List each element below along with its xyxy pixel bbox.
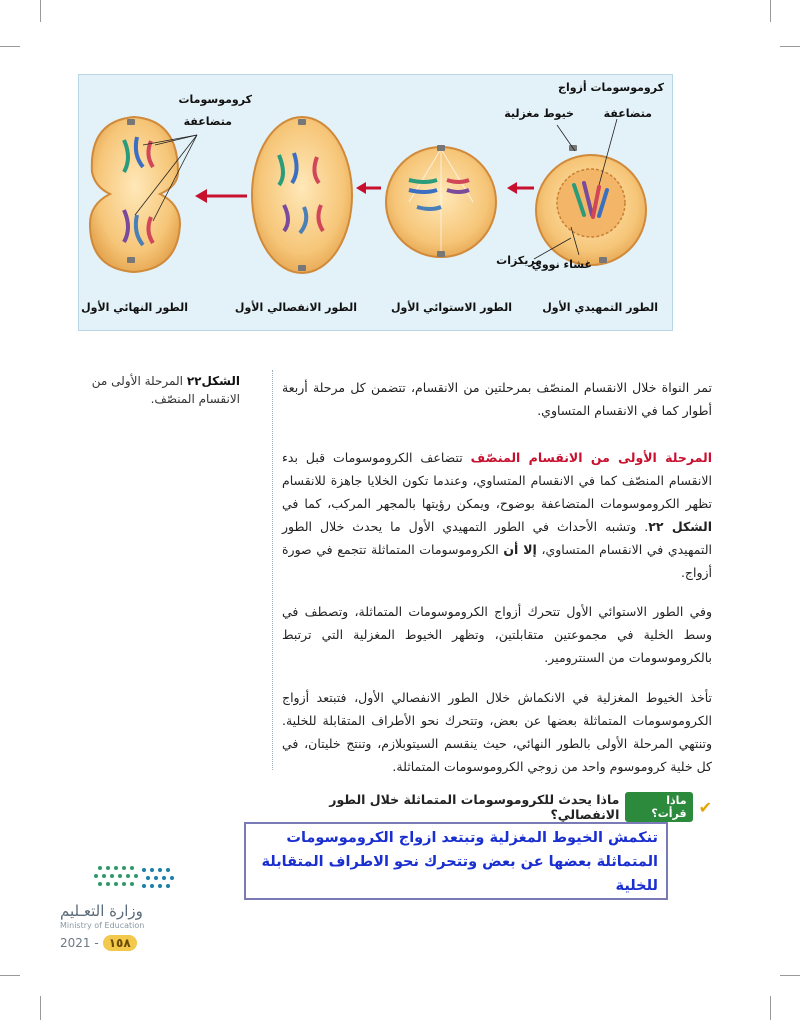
section-highlight: المرحلة الأولى من الانقسام المنصّف [470,450,712,465]
label-doubled-left: متضاعفة [183,115,232,128]
stage-label-metaphase: الطور الاستوائي الأول [390,301,512,314]
ministry-logo-icon [60,860,200,900]
crop-mark [40,996,41,1020]
metaphase-cell [386,145,496,257]
paragraph-meiosis-one: المرحلة الأولى من الانقسام المنصّف تتضاعف الكروموسومات قبل بدء الانقسام المنصّف كما في الانقسام المتساوي، وعندما تكون الخلايا جاهزة للانقسام تظهر الكروموسومات المتضاعفة بوضوح، ويمكن رؤيتها بالمجهر المركب، كما في الشكل ٢٢. وتشبه الأحداث في الطور التمهيدي الأول ما يحدث خلال الطور التمهيدي في الانقسام المتساوي، إلا أن الكروموسومات المتماثلة تتجمع في صورة أزواج. [282,450,712,580]
label-spindle-fibers: خيوط مغزلية [504,107,574,120]
crop-mark [0,975,20,976]
anaphase-cell [252,117,352,273]
caption-text: المرحلة الأولى من الانقسام المنصّف. [91,374,240,406]
meiosis-figure [78,74,673,331]
arrow-icon [195,189,247,203]
reading-check-badge: ماذا قرأت؟ [625,792,692,822]
answer-box: تنكمش الخيوط المغزلية وتبتعد ازواج الكروموسومات المتماثلة بعضها عن بعض وتتحرك نحو الاطراف المتقابلة للخلية [244,822,668,900]
stage-label-anaphase: الطور الانفصالي الأول [234,301,357,314]
crop-mark [780,975,800,976]
stage-label-prophase: الطور التمهيدي الأول [542,301,658,314]
crop-mark [770,0,771,22]
crop-mark [770,996,771,1020]
caption-label: الشكل٢٢ [186,374,240,388]
edition-year: 2021 - [60,936,99,950]
label-doubled-right: متضاعفة [603,107,652,120]
arrow-icon [356,182,381,194]
page-number [60,935,137,951]
stage-label-telophase: الطور النهائي الأول [81,301,188,314]
reading-check-question: ماذا يحدث للكروموسومات المتماثلة خلال الطور الانفصالي؟ [329,792,620,822]
figure-caption [90,372,240,408]
crop-mark [40,0,41,22]
reading-check [282,792,712,822]
page-badge: ١٥٨ [103,935,137,951]
ministry-name-en: Ministry of Education [60,921,145,930]
column-divider [272,370,273,770]
label-chromosomes: كروموسومات [178,93,252,106]
crop-mark [0,46,20,47]
paragraph-anaphase: تأخذ الخيوط المغزلية في الانكماش خلال الطور الانفصالي الأول، فتبتعد أزواج الكروموسومات المتماثلة بعضها عن بعض، وتتحرك نحو الأطراف المتقابلة للخلية. وتنتهي المرحلة الأولى بالطور النهائي، حيث ينقسم السيتوبلازم، وتنتج خليتان، في كل خلية كروموسوم واحد من زوجي الكروموسومات المتماثلة. [282,690,712,774]
label-centrioles: مريكزات [496,254,542,267]
arrow-icon [507,182,534,194]
meiosis-illustration [79,75,672,330]
paragraph-metaphase: وفي الطور الاستوائي الأول تتحرك أزواج الكروموسومات المتماثلة، وتصطف في وسط الخلية في مجموعتين متقابلتين، وتظهر الخيوط المغزلية التي ترتبط بالكروموسومات من السنترومير. [282,604,712,665]
crop-mark [780,46,800,47]
label-nuclear-membrane: غشاء نووي [531,258,592,271]
prophase-cell [536,145,646,265]
check-icon: ✔ [698,797,712,817]
figure-reference: الشكل ٢٢ [648,519,712,534]
label-chromosome-pairs: كروموسومات أزواج [558,81,664,94]
ministry-name-ar: وزارة التعـليم [60,902,143,920]
paragraph-intro: تمر النواة خلال الانقسام المنصّف بمرحلتين من الانقسام، تتضمن كل مرحلة أربعة أطوار كما في الانقسام المتساوي. [282,380,712,418]
